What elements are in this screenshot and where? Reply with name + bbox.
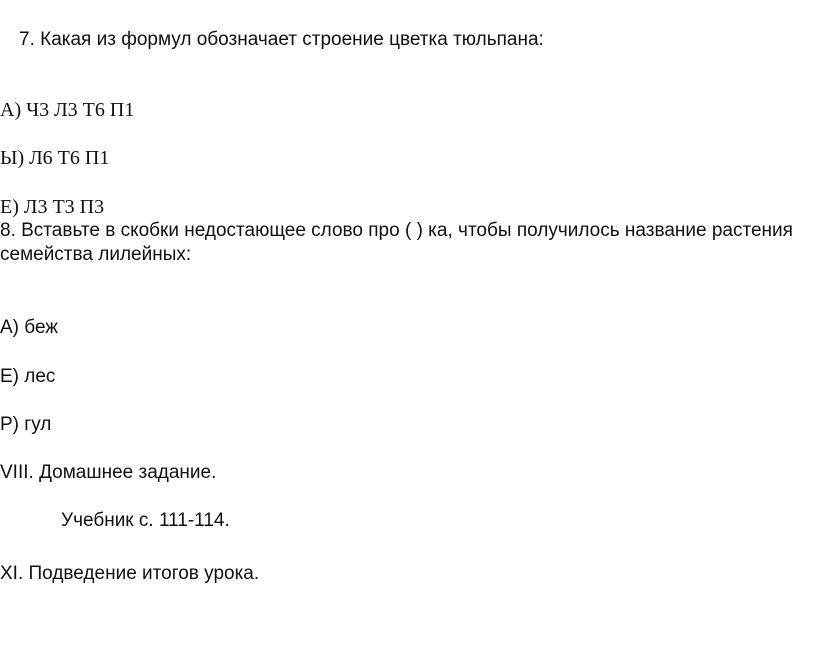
question-8-option-a: А) беж bbox=[0, 317, 59, 338]
question-8-title: 8. Вставьте в скобки недостающее слово про ( ) ка, чтобы получилось название растения семейства лилейных: bbox=[0, 220, 793, 265]
question-7-title: 7. Какая из формул обозначает строение цветка тюльпана: bbox=[19, 29, 544, 50]
homework-text: Учебник с. 111-114. bbox=[61, 510, 230, 531]
question-8-option-r: Р) гул bbox=[0, 414, 52, 435]
summary-heading: XI. Подведение итогов урока. bbox=[0, 563, 260, 584]
question-8-option-e: Е) лес bbox=[0, 366, 56, 387]
question-7-option-y: Ы) Л6 Т6 П1 bbox=[0, 147, 110, 169]
question-7-option-e: Е) Л3 Т3 П3 bbox=[0, 196, 105, 218]
question-7-option-a: А) Ч3 Л3 Т6 П1 bbox=[0, 99, 135, 121]
homework-heading: VIII. Домашнее задание. bbox=[0, 462, 217, 483]
